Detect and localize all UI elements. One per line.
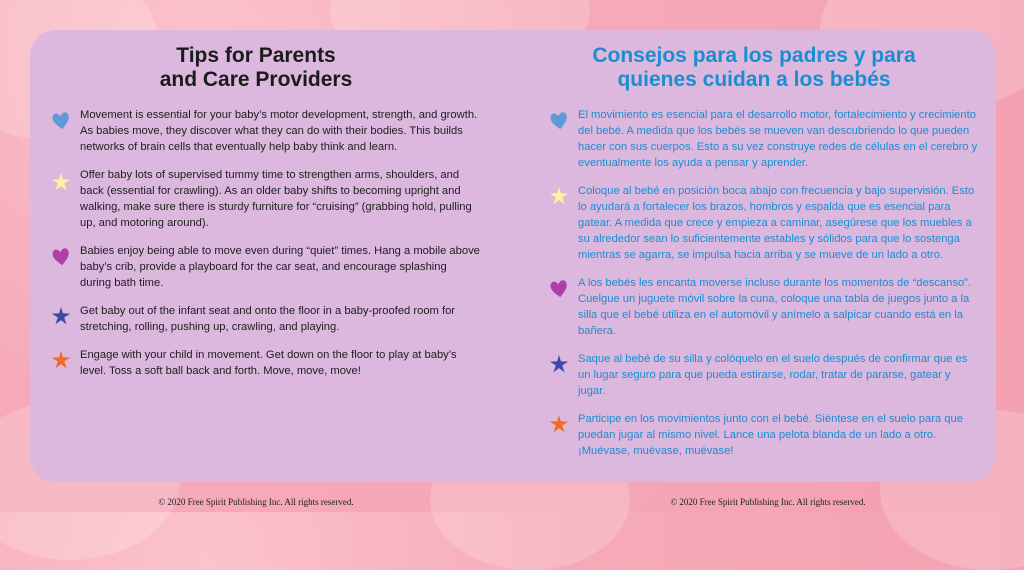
english-tip-5-text: Engage with your child in movement. Get down on the floor to play at baby’s level. Toss a soft ball back and forth. Move, move, move! [80, 349, 457, 378]
spanish-tip-4-text: Saque al bebé de su silla y colóquelo en el suelo después de confirmar que es un lugar seguro para que pueda estirarse, rodar, tratar de pararse, gatear y jugar. [578, 353, 968, 398]
english-column [50, 44, 480, 379]
english-tip-3 [50, 243, 480, 291]
english-tip-4-text: Get baby out of the infant seat and onto the floor in a baby-proofed room for stretching, rolling, pushing up, crawling, and playing. [80, 305, 456, 334]
spanish-tip-1 [548, 107, 978, 171]
spanish-column [548, 44, 978, 459]
yellow-star-icon [548, 185, 570, 207]
english-title [50, 44, 462, 91]
english-title-line2: and Care Providers [159, 67, 353, 91]
english-tip-5 [50, 347, 480, 379]
yellow-star-icon [50, 171, 72, 193]
spanish-tip-5 [548, 411, 978, 459]
english-tip-2-text: Offer baby lots of supervised tummy time to strengthen arms, shoulders, and back (essential for crawling). As an older baby shifts to becoming upright and walking, make sure there is sturdy furniture for “cruising” (grabbing hold, pulling up, and motoring around). [80, 169, 472, 230]
english-title-line1: Tips for Parents [176, 44, 336, 67]
orange-star-icon [548, 413, 570, 435]
blue-heart-icon [548, 109, 570, 131]
english-tip-4 [50, 303, 480, 335]
english-copyright: © 2020 Free Spirit Publishing Inc. All rights reserved. [158, 497, 354, 507]
purple-heart-icon [548, 277, 570, 299]
spanish-tip-5-text: Participe en los movimientos junto con el bebé. Siéntese en el suelo para que puedan jugar al mismo nivel. Lance una pelota blanda de un lado a otro. ¡Muévase, muévase, muévase! [578, 413, 963, 458]
spanish-copyright: © 2020 Free Spirit Publishing Inc. All rights reserved. [670, 497, 866, 507]
spanish-tip-3-text: A los bebés les encanta moverse incluso durante los momentos de “descanso”. Cuelgue un juguete móvil sobre la cuna, coloque una tabla de juegos junto a la silla que el bebé utiliza en el automóvil y anímelo a salpicar cuando está en la bañera. [578, 277, 972, 338]
purple-heart-icon [50, 245, 72, 267]
blue-heart-icon [50, 109, 72, 131]
english-tip-1 [50, 107, 480, 155]
english-tip-1-text: Movement is essential for your baby’s motor development, strength, and growth. As babies move, they discover what they can do with their bodies. This builds networks of brain cells that eventually help baby think and learn. [80, 109, 478, 154]
spanish-title [548, 44, 960, 91]
navy-star-icon [50, 305, 72, 327]
english-tip-3-text: Babies enjoy being able to move even during “quiet” times. Hang a mobile above baby’s crib, provide a playboard for the car seat, and encourage splashing during bath time. [80, 245, 480, 290]
spanish-tip-2-text: Coloque al bebé en posición boca abajo con frecuencia y bajo supervisión. Esto lo ayudará a fortalecer los brazos, hombros y espalda que es esencial para gatear. A medida que crece y empieza a caminar, asegúrese que los muebles a su alrededor sean lo suficientemente estables y sólidos para que lo sostenga mientras se agarra, se impulsa hacia arriba y se mueve de un lado a otro. [578, 185, 975, 262]
english-tip-2 [50, 167, 480, 231]
spanish-tip-1-text: El movimiento es esencial para el desarrollo motor, fortalecimiento y crecimiento del bebé. A medida que los bebés se mueven van descubriendo lo que pueden hacer con sus cuerpos. Esto a su vez construye redes de células en el cerebro y eventualmente los ayuda a pensar y aprender. [578, 109, 978, 170]
orange-star-icon [50, 349, 72, 371]
spanish-tip-4 [548, 351, 978, 399]
spanish-tip-2 [548, 183, 978, 263]
spanish-tip-3 [548, 275, 978, 339]
spanish-title-line2: quienes cuidan a los bebés [617, 67, 891, 91]
spanish-title-line1: Consejos para los padres y para [592, 44, 916, 67]
navy-star-icon [548, 353, 570, 375]
